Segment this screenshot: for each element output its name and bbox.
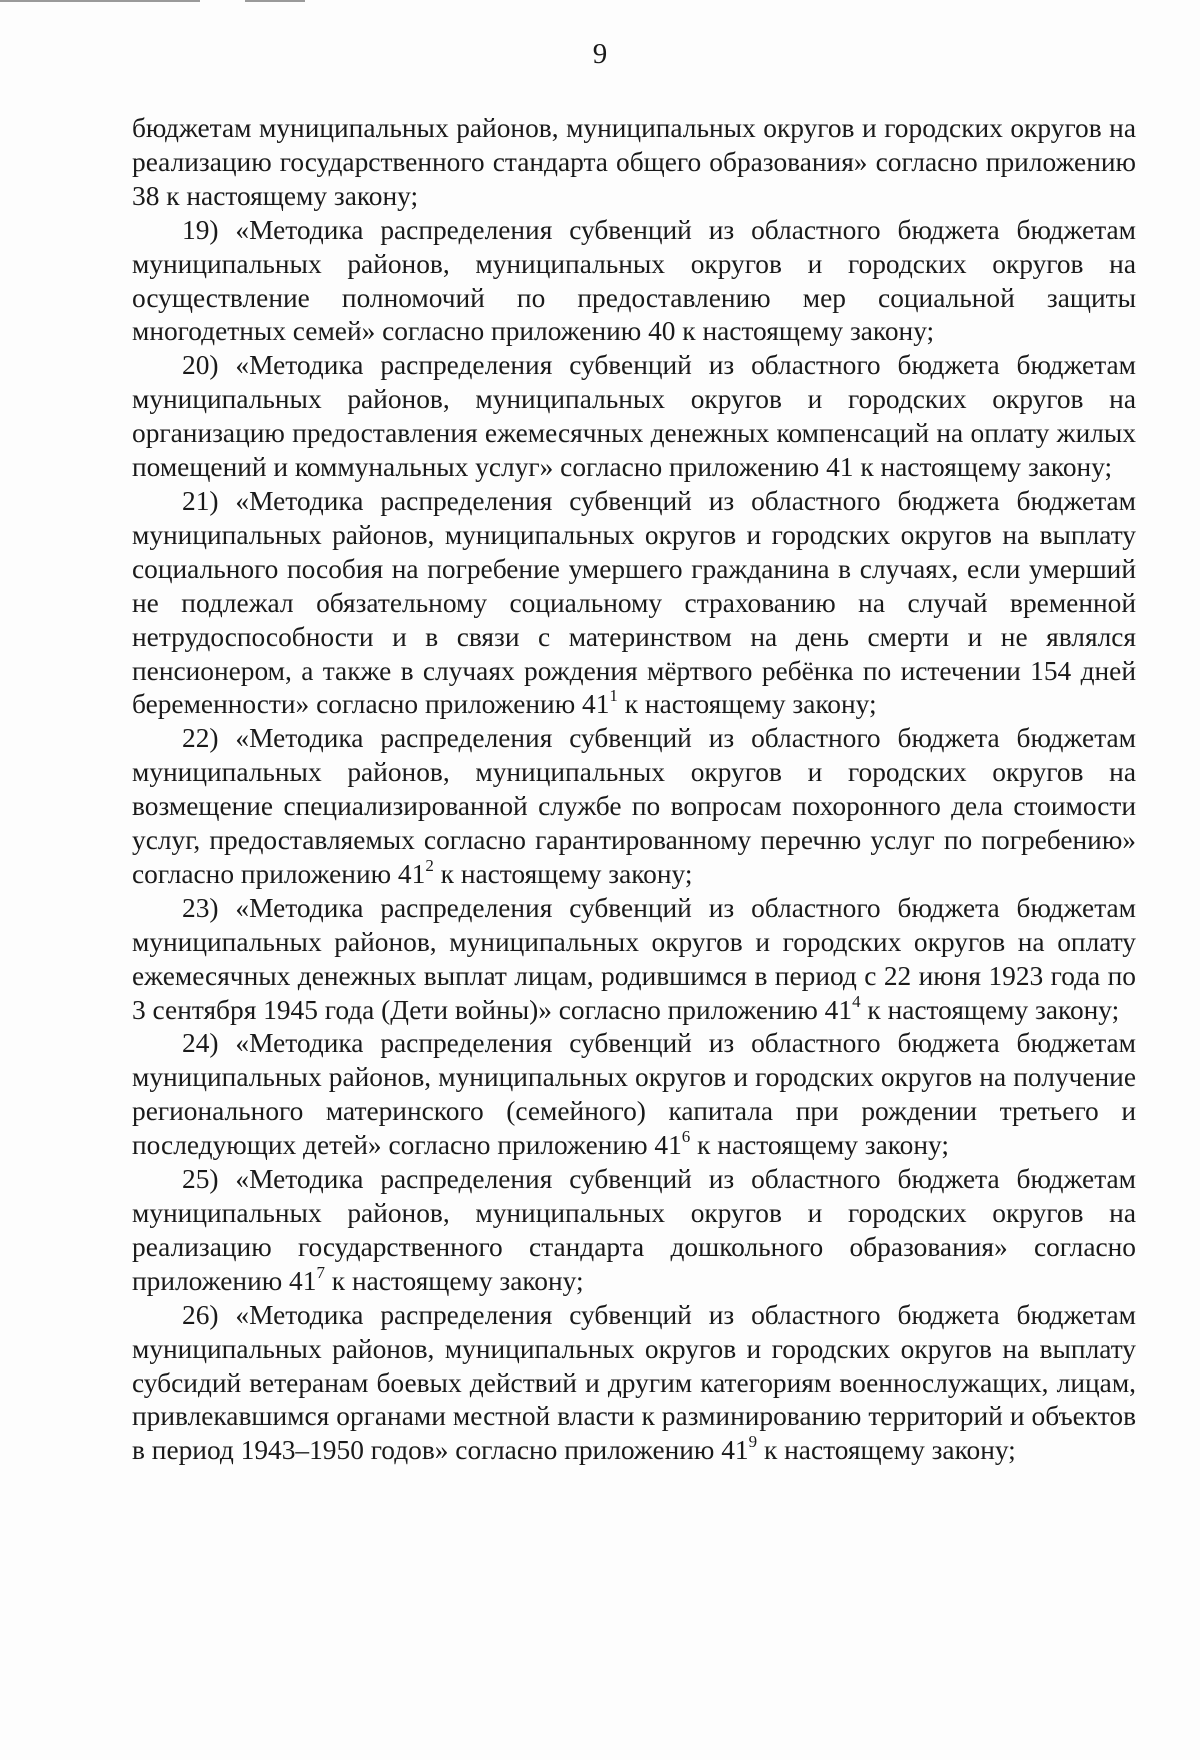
paragraph-text: 19) «Методика распределения субвенций из областного бюджета бюджетам муниципальных районов, муниципальных округов и городских округов на осуществление полномочий по предоставлению мер социальной защиты многодетных семей» согласно приложению 40 к настоящему закону; <box>132 214 1136 347</box>
paragraph <box>132 349 1136 485</box>
paragraph-text: 26) «Методика распределения субвенций из областного бюджета бюджетам муниципальных районов, муниципальных округов и городских округов на выплату субсидий ветеранам боевых действий и другим категориям военнослужащих, лицам, привлекавшимся органами местной власти к разминированию территорий и объектов в период 1943–1950 годов» согласно приложению 41 <box>132 1299 1136 1466</box>
paragraph-text: бюджетам муниципальных районов, муниципальных округов и городских округов на реализацию государственного стандарта общего образования» согласно приложению 38 к настоящему закону; <box>132 113 1136 211</box>
paragraph-text: 23) «Методика распределения субвенций из областного бюджета бюджетам муниципальных районов, муниципальных округов и городских округов на оплату ежемесячных денежных выплат лицам, родившимся в период с 22 июня 1923 года по 3 сентября 1945 года (Дети войны)» согласно приложению 41 <box>132 892 1136 1025</box>
paragraph-text: 24) «Методика распределения субвенций из областного бюджета бюджетам муниципальных районов, муниципальных округов и городских округов на получение регионального материнского (семейного) капитала при рождении третьего и последующих детей» согласно приложению 41 <box>132 1028 1136 1161</box>
page-number: 9 <box>592 38 608 70</box>
superscript: 2 <box>425 855 434 875</box>
paragraph <box>132 1027 1136 1163</box>
scan-edge-line <box>245 0 305 2</box>
paragraph-text-tail: к настоящему закону; <box>433 858 693 889</box>
paragraph <box>132 1299 1136 1469</box>
superscript: 6 <box>681 1127 691 1147</box>
superscript: 4 <box>852 991 861 1011</box>
paragraph-text: 20) «Методика распределения субвенций из областного бюджета бюджетам муниципальных районов, муниципальных округов и городских округов на организацию предоставления ежемесячных денежных компенсаций на оплату жилых помещений и коммунальных услуг» согласно приложению 41 к настоящему закону; <box>132 350 1136 483</box>
paragraph <box>132 1163 1136 1299</box>
paragraph <box>132 722 1136 892</box>
paragraph <box>132 112 1136 214</box>
document-body <box>132 112 1136 1468</box>
paragraph-text-tail: к настоящему закону; <box>324 1265 584 1296</box>
superscript: 9 <box>748 1432 758 1452</box>
paragraph-text: 25) «Методика распределения субвенций из областного бюджета бюджетам муниципальных районов, муниципальных округов и городских округов на реализацию государственного стандарта дошкольного образования» согласно приложению 41 <box>132 1164 1136 1296</box>
paragraph-text-tail: к настоящему закону; <box>757 1435 1016 1466</box>
paragraph-text: 22) «Методика распределения субвенций из областного бюджета бюджетам муниципальных районов, муниципальных округов и городских округов на возмещение специализированной службе по вопросам похоронного дела стоимости услуг, предоставляемых согласно гарантированному перечню услуг по погребению» согласно приложению 41 <box>132 723 1136 889</box>
paragraph-text: 21) «Методика распределения субвенций из областного бюджета бюджетам муниципальных районов, муниципальных округов и городских округов на выплату социального пособия на погребение умершего гражданина в случаях, если умерший не подлежал обязательному социальному страхованию на случай временной нетрудоспособности и в связи с материнством на день смерти и не являлся пенсионером, а также в случаях рождения мёртвого ребёнка по истечении 154 дней беременности» согласно приложению 41 <box>132 485 1136 720</box>
paragraph-text-tail: к настоящему закону; <box>690 1130 949 1161</box>
paragraph-text-tail: к настоящему закону; <box>860 994 1120 1025</box>
scan-edge-line <box>0 0 200 2</box>
superscript: 7 <box>316 1262 325 1282</box>
paragraph <box>132 485 1136 722</box>
superscript: 1 <box>609 686 618 706</box>
paragraph <box>132 892 1136 1028</box>
paragraph-text-tail: к настоящему закону; <box>617 689 877 720</box>
paragraph <box>132 214 1136 350</box>
